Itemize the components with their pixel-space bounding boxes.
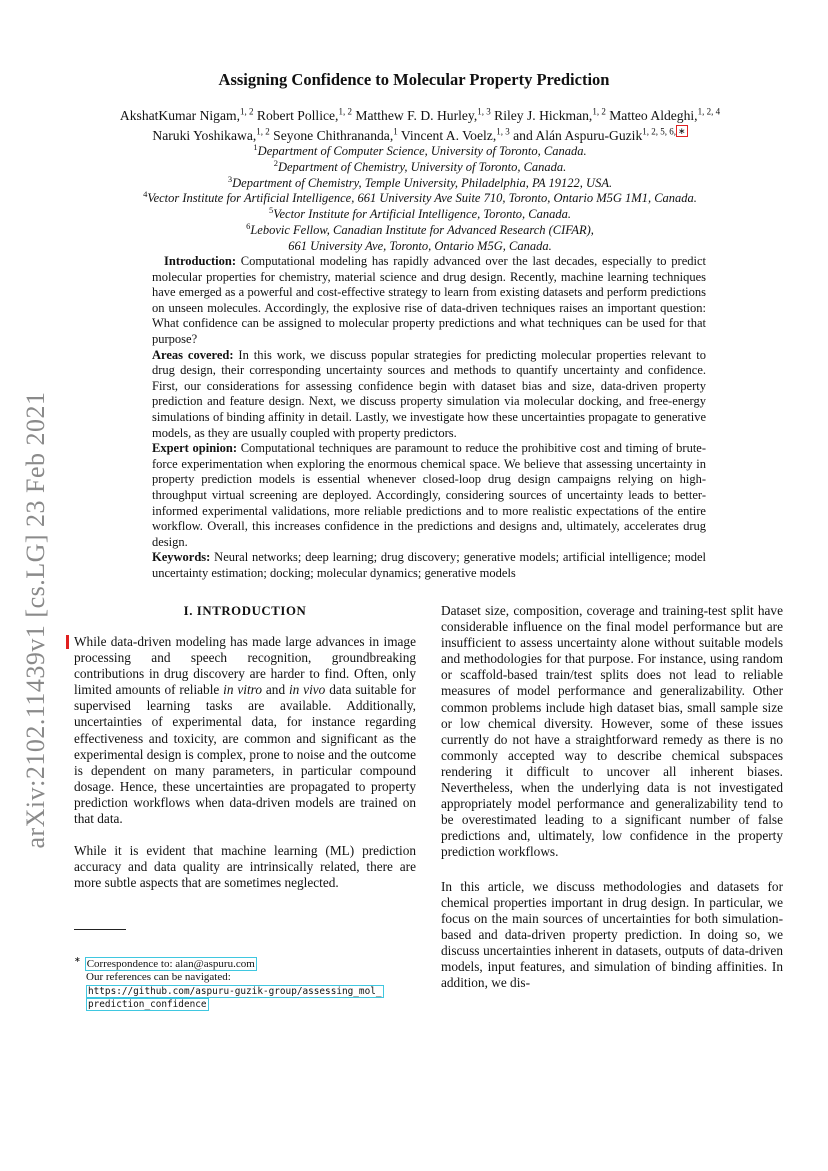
affiliation: $^4$Vector Institute for Artificial Intelligence, 661 University Ave Suite 710, Toronto, Ontario M5G 1M1, Canada. xyxy=(143,189,697,206)
abstract-areas-covered: Areas covered: In this work, we discuss popular strategies for predicting molecular properties relevant to drug design, their corresponding uncertainty sources and methods to quantify uncertainty and confidence. First, our considerations for assessing confidence begin with dataset bias and size, data-driven property prediction and feature design. Next, we discuss property simulation via molecular docking, and free-energy simulations of binding affinity in detail. Lastly, we investigate how these uncertainties propagate to generative models, as they are usually coupled with property predictors. xyxy=(152,347,706,440)
abstract-expert-opinion: Expert opinion: Computational techniques are paramount to reduce the prohibitive cost and timing of brute-force experimentation when exploring the enormous chemical space. We believe that assessing uncertainty in property prediction models is essential whenever closed-loop drug design campaigns relying on high-throughput virtual screening are deployed. Accordingly, considering sources of uncertainty leads to better-informed experimental validations, more reliable predictions and to more realistic expectations of the entire workflow. Overall, this increases confidence in the predictions and designs and, ultimately, accelerates drug design. xyxy=(152,441,707,549)
left-column xyxy=(74,603,416,891)
author: Matthew F. D. Hurley,$^{1, 3}$ xyxy=(355,106,491,123)
affiliation: $^5$Vector Institute for Artificial Intelligence, Toronto, Canada. xyxy=(268,205,572,222)
affiliation: 661 University Ave, Toronto, Ontario M5G, Canada. xyxy=(288,238,552,253)
footnote-navigated: Our references can be navigated: xyxy=(86,971,231,984)
author: Robert Pollice,$^{1, 2}$ xyxy=(256,106,352,123)
abstract xyxy=(152,254,706,581)
section-heading: I. INTRODUCTION xyxy=(183,604,307,618)
author: Seyone Chithrananda,$^1$ xyxy=(273,126,398,143)
author: Matteo Aldeghi,$^{1, 2, 4}$ xyxy=(609,106,721,123)
affiliation: $^3$Department of Chemistry, Temple University, Philadelphia, PA 19122, USA. xyxy=(227,173,613,190)
arxiv-stamp xyxy=(14,364,58,876)
body-paragraph: While data-driven modeling has made large advances in image processing and speech recognition, groundbreaking contributions in drug discovery are harder to find. Often, only limited amounts of reliable in vitro and in vivo data suitable for supervised learning tasks are available. Additionally, uncertainties of experimental data, for instance regarding effectiveness and toxicity, are common and significant as the experimental design is complex, prone to noise and the outcome is dependent on many parameters, in particular compound dosage. Hence, these uncertainties are propagated to property prediction workflows when data-driven models are trained on that data. xyxy=(74,634,416,827)
author: AkshatKumar Nigam,$^{1, 2}$ xyxy=(119,106,254,123)
right-column xyxy=(441,603,783,991)
affiliation: $^6$Lebovic Fellow, Canadian Institute for Advanced Research (CIFAR), xyxy=(246,220,594,237)
affiliation: $^1$Department of Computer Science, University of Toronto, Canada. xyxy=(253,141,587,158)
paper-title: Assigning Confidence to Molecular Property Prediction xyxy=(218,70,610,89)
abstract-introduction: Introduction: Computational modeling has rapidly advanced over the last decades, especially to predict molecular properties for chemistry, material science and drug design. Recently, machine learning techniques have emerged as a powerful and cost-effective strategy to learn from existing datasets and perform predictions on unseen molecules. Accordingly, the explosive rise of data-driven techniques raises an important question: What confidence can be assigned to molecular property predictions and what techniques can be used for that purpose? xyxy=(152,254,706,346)
repo-link-continued[interactable]: prediction_confidence xyxy=(88,999,207,1011)
body-paragraph: While it is evident that machine learning (ML) prediction accuracy and data quality are intrinsically related, there are more subtle aspects that are sometimes neglected. xyxy=(74,843,416,891)
author: Naruki Yoshikawa,$^{1, 2}$ xyxy=(152,126,270,143)
arxiv-stamp-text: arXiv:2102.11439v1 [cs.LG] 23 Feb 2021 xyxy=(21,391,50,849)
author: Vincent A. Voelz,$^{1, 3}$ xyxy=(400,126,510,143)
abstract-keywords: Keywords: Neural networks; deep learning; drug discovery; generative models; artificial intelligence; model uncertainty estimation; docking; molecular dynamics; generative models xyxy=(152,550,706,580)
author: Riley J. Hickman,$^{1, 2}$ xyxy=(494,106,606,123)
author-footnote-link[interactable]: ∗ xyxy=(678,126,686,136)
footnote-rule xyxy=(74,929,126,930)
body-paragraph: In this article, we discuss methodologies and datasets for chemical properties important in drug design. In particular, we focus on the main sources of uncertainties for both simulation-based and data-driven property prediction. In doing so, we discuss uncertainties inherent in datasets, outputs of data-driven models, input features, and simulation of binding affinities. In addition, we dis- xyxy=(441,878,783,991)
author: and Alán Aspuru-Guzik$^{1, 2, 5, 6,}$ ∗ xyxy=(513,126,686,143)
footnote-correspondence: ∗ Correspondence to: alan@aspuru.com xyxy=(74,955,255,970)
footnote xyxy=(74,953,419,1012)
body-paragraph: Dataset size, composition, coverage and training-test split have considerable influence on the final model performance but are insufficient to assess uncertainty alone without suitable models and methodologies for that purpose. For instance, using random or scaffold-based train/test splits does not lead to reliable measures of model performance and generalizability. Other common problems include high dataset bias, small sample size or low chemical diversity. However, some of these issues currently do not have a straightforward remedy as there is no commonly accepted way to describe chemical subspaces rendering it difficult to uncover all inherent biases. Nevertheless, when the underlying data is not investigated appropriately model performance and generalizability tend to be overestimated leading to a significant number of false predictions and, ultimately, low confidence in the property prediction workflows. xyxy=(441,603,783,860)
author-list xyxy=(60,106,780,145)
repo-link[interactable]: https://github.com/aspuru-guzik-group/assessing_mol_ xyxy=(88,985,382,997)
affiliation: $^2$Department of Chemistry, University of Toronto, Canada. xyxy=(273,157,567,174)
affiliation-list xyxy=(40,141,800,255)
email-link[interactable]: Correspondence to: alan@aspuru.com xyxy=(86,957,255,970)
change-bar-marker xyxy=(66,635,69,649)
